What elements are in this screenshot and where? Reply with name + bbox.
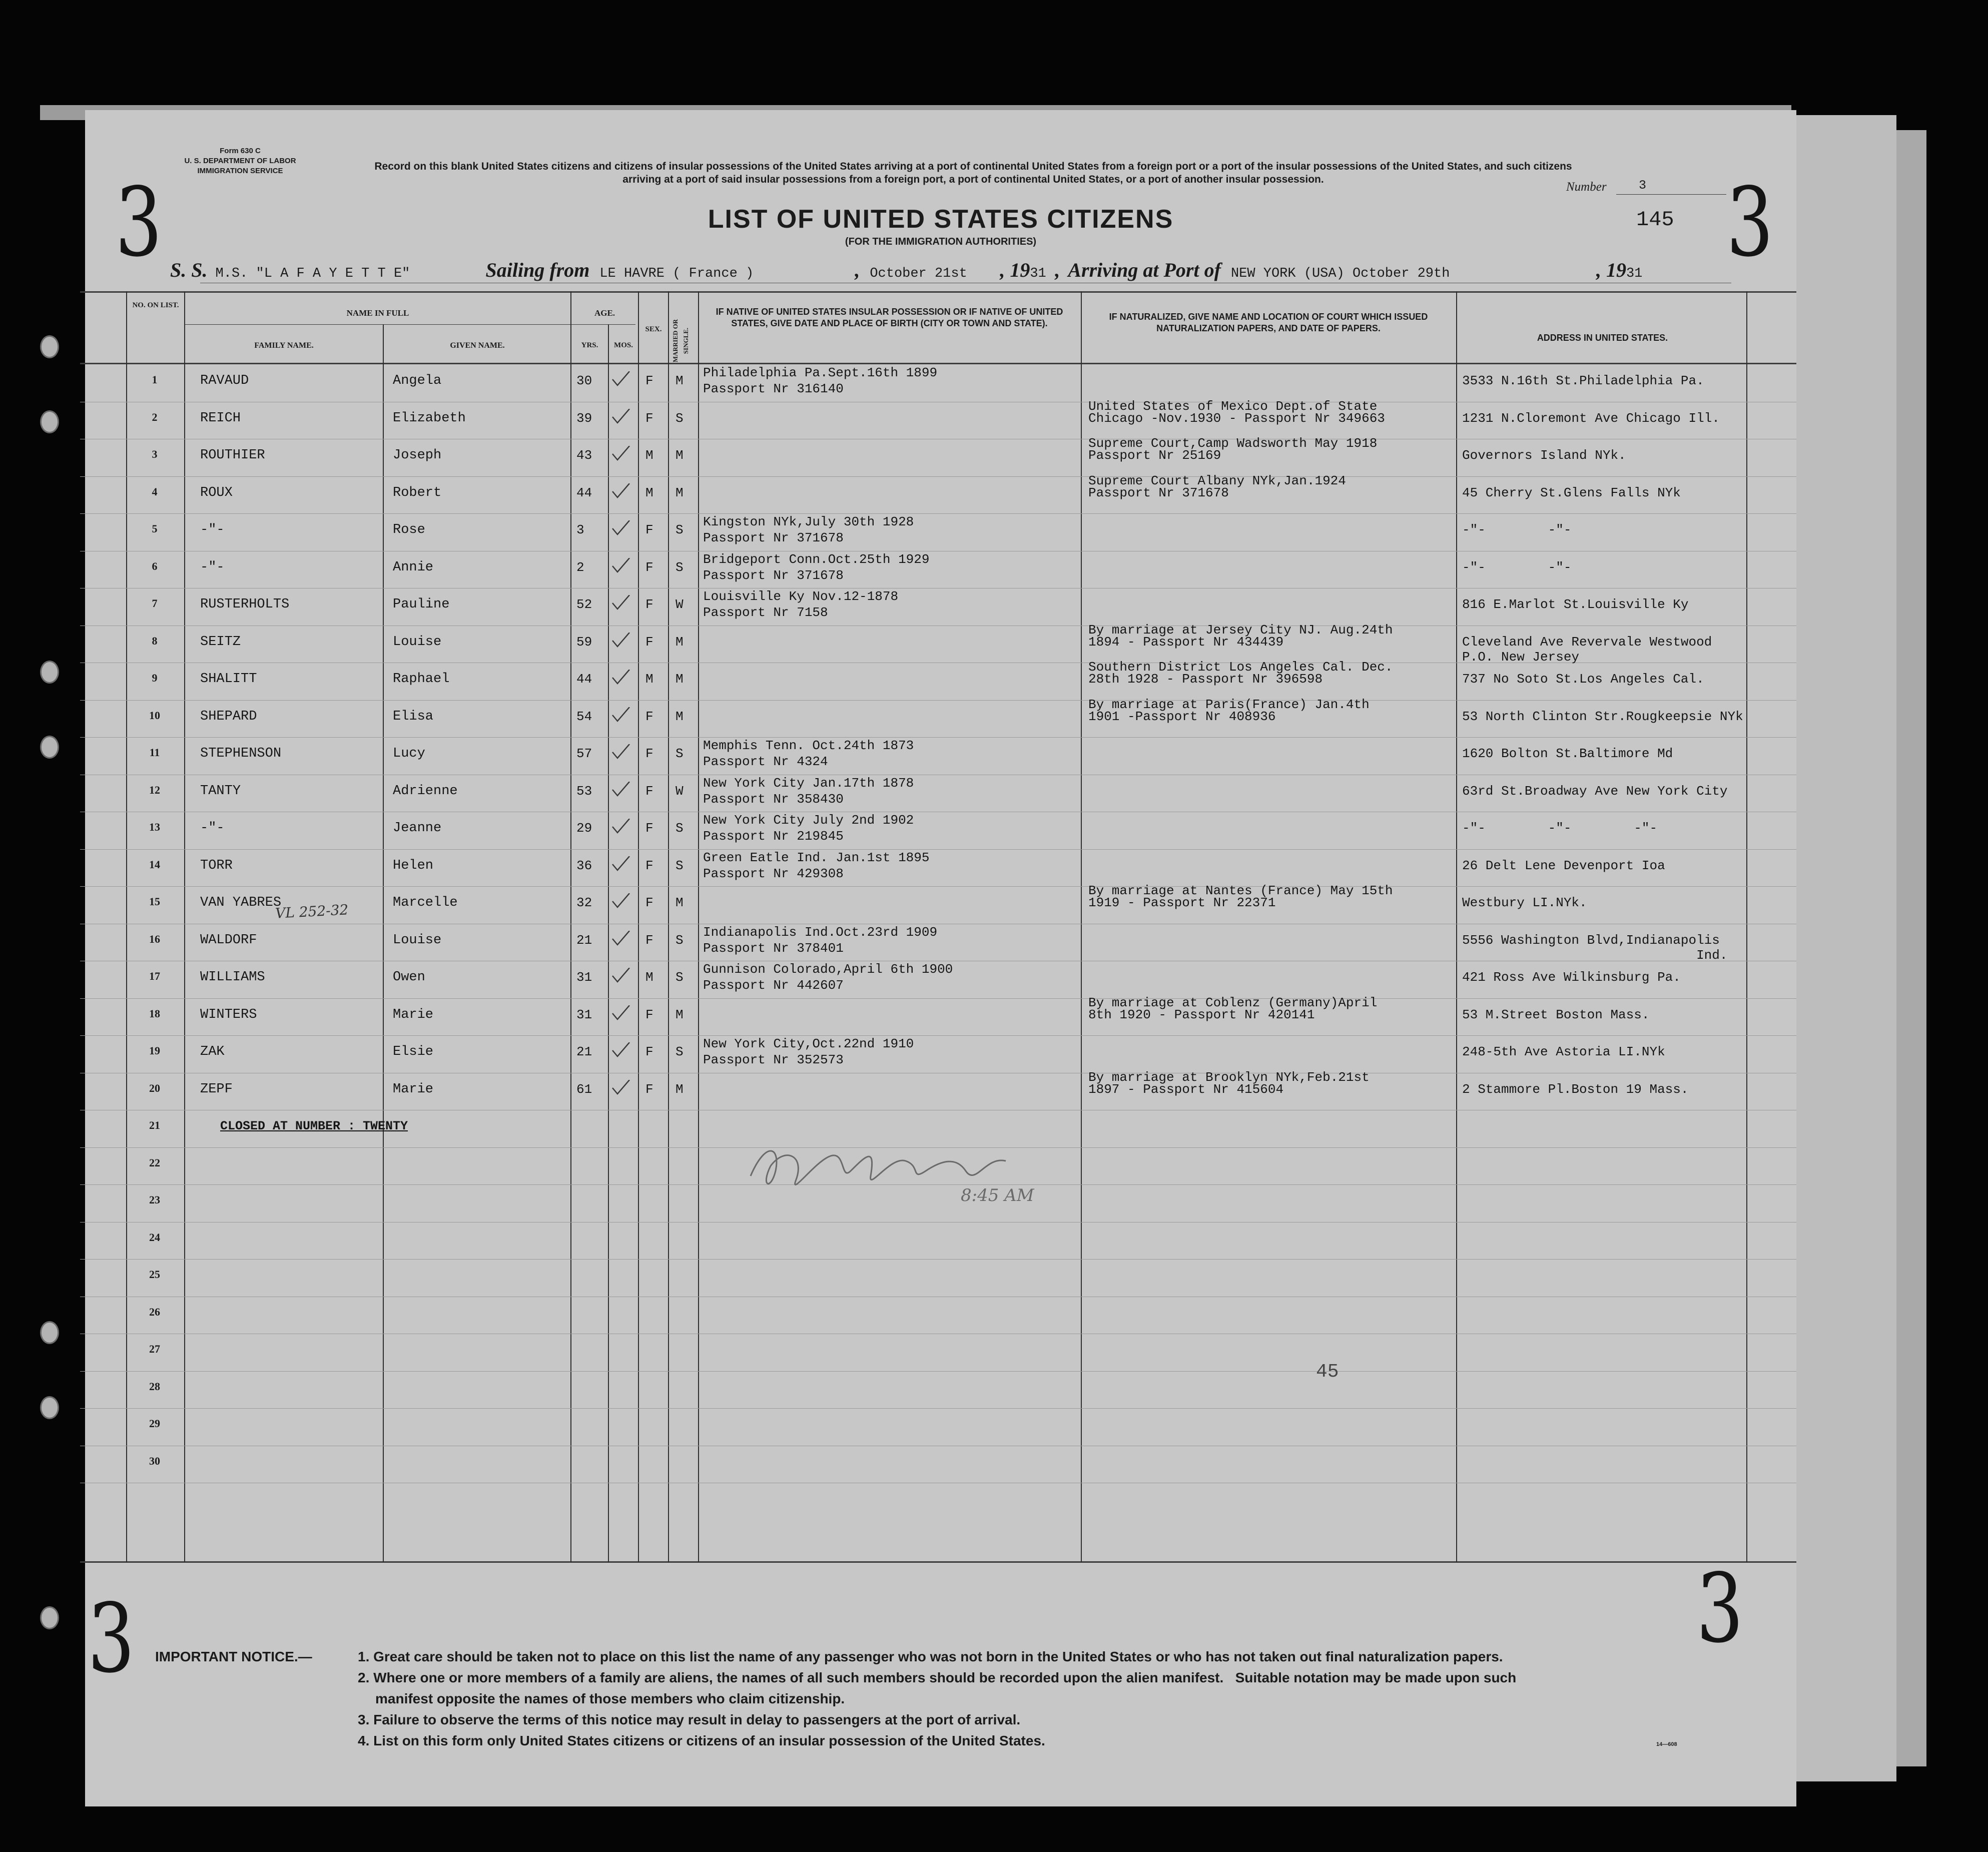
marital-status: M	[676, 373, 684, 388]
sex: F	[645, 709, 653, 724]
header-given-name: GIVEN NAME.	[450, 341, 505, 350]
back-page	[1796, 115, 1896, 1781]
age-years: 44	[576, 485, 592, 500]
sex: F	[645, 522, 653, 537]
notice-item-1: 1. Great care should be taken not to place on this list the name of any passenger who was not born in the United States or who has not taken out final naturalization papers.	[358, 1649, 1503, 1664]
naturalization-date: 1919 - Passport Nr 22371	[1088, 895, 1276, 910]
punch-hole	[40, 1606, 59, 1629]
birth-place: Louisville Ky Nov.12-1878	[703, 589, 899, 604]
family-name: VAN YABRES	[200, 895, 282, 910]
us-address: -"- -"- -"-	[1462, 821, 1658, 836]
ship-name: M.S. "L A F A Y E T T E"	[215, 266, 410, 281]
departure-date: October 21st	[870, 266, 967, 281]
sex: M	[645, 970, 653, 985]
family-name: ROUTHIER	[200, 448, 265, 463]
passport-number: Passport Nr 7158	[703, 605, 828, 620]
stamp-number: 45	[1316, 1361, 1339, 1383]
sex: F	[645, 821, 653, 836]
row-number: 11	[149, 746, 160, 759]
header-married: MARRIED OR SINGLE.	[672, 319, 690, 363]
naturalization-date: Chicago -Nov.1930 - Passport Nr 349663	[1088, 411, 1385, 426]
sex: F	[645, 1044, 653, 1059]
sex: F	[645, 1007, 653, 1022]
number-label: Number	[1566, 180, 1607, 194]
name-header-rule	[185, 324, 635, 325]
age-years: 30	[576, 373, 592, 388]
row-number: 30	[149, 1455, 160, 1467]
col-border	[1081, 291, 1082, 1562]
age-years: 29	[576, 821, 592, 836]
page-title: LIST OF UNITED STATES CITIZENS	[708, 205, 1174, 234]
form-number: Form 630 C	[220, 147, 261, 155]
age-years: 21	[576, 1044, 592, 1059]
given-name: Raphael	[393, 672, 450, 687]
check-mark-icon	[610, 520, 630, 535]
birth-place: Green Eatle Ind. Jan.1st 1895	[703, 850, 930, 865]
given-name: Marie	[393, 1007, 434, 1022]
check-mark-icon	[610, 819, 630, 834]
check-mark-icon	[610, 633, 630, 648]
sex: F	[645, 635, 653, 650]
marital-status: M	[676, 709, 684, 724]
header-mos: MOS.	[614, 341, 633, 349]
number-value: 3	[1639, 178, 1647, 193]
marital-status: S	[676, 970, 684, 985]
header-naturalized: IF NATURALIZED, GIVE NAME AND LOCATION OF COURT WHICH ISSUED NATURALIZATION PAPERS, AND DATE OF PAPERS.	[1109, 312, 1428, 333]
age-years: 3	[576, 522, 584, 537]
row-number: 25	[149, 1268, 160, 1281]
us-address: 5556 Washington Blvd,Indianapolis	[1462, 933, 1720, 948]
family-name: REICH	[200, 411, 241, 426]
sex: F	[645, 1082, 653, 1097]
us-address: 45 Cherry St.Glens Falls NYk	[1462, 485, 1681, 500]
marital-status: M	[676, 635, 684, 650]
list-number-marker: 3	[1726, 167, 1774, 278]
check-mark-icon	[610, 893, 630, 908]
header-birth: IF NATIVE OF UNITED STATES INSULAR POSSESSION OR IF NATIVE OF UNITED STATES, GIVE DATE AND PLACE OF BIRTH (CITY OR TOWN AND STATE).	[716, 307, 1063, 328]
naturalization-date: 8th 1920 - Passport Nr 420141	[1088, 1007, 1315, 1022]
given-name: Joseph	[393, 448, 442, 463]
check-mark-icon	[610, 856, 630, 871]
passport-number: Passport Nr 352573	[703, 1052, 844, 1067]
check-mark-icon	[610, 707, 630, 722]
family-name: -"-	[200, 522, 225, 537]
sex: F	[645, 597, 653, 612]
row-number: 20	[149, 1082, 160, 1094]
header-name-in-full: NAME IN FULL	[346, 308, 409, 318]
naturalization-court: By marriage at Brooklyn NYk,Feb.21st	[1088, 1070, 1370, 1085]
row-rule	[80, 476, 1796, 477]
sex: F	[645, 746, 653, 761]
age-years: 61	[576, 1082, 592, 1097]
header-sex: SEX.	[645, 325, 662, 333]
naturalization-court: By marriage at Paris(France) Jan.4th	[1088, 697, 1370, 712]
us-address: Governors Island NYk.	[1462, 448, 1626, 463]
sex: M	[645, 485, 653, 500]
sex: F	[645, 858, 653, 873]
family-name: ROUX	[200, 485, 233, 500]
department: U. S. DEPARTMENT OF LABOR	[184, 157, 296, 165]
arrival-port: NEW YORK (USA) October 29th	[1230, 266, 1450, 281]
us-address-line2: Ind.	[1462, 948, 1728, 963]
passport-number: Passport Nr 219845	[703, 829, 844, 844]
birth-place: Indianapolis Ind.Oct.23rd 1909	[703, 925, 938, 940]
inspector-signature	[746, 1126, 1056, 1211]
naturalization-court: By marriage at Jersey City NJ. Aug.24th	[1088, 623, 1393, 638]
us-address: 816 E.Marlot St.Louisville Ky	[1462, 597, 1689, 612]
family-name: WALDORF	[200, 933, 257, 948]
naturalization-court: United States of Mexico Dept.of State	[1088, 399, 1378, 414]
marital-status: M	[676, 485, 684, 500]
instructions: Record on this blank United States citizens and citizens of insular possessions of the United States arriving at a port of continental United States from a foreign port or a port of the insular possessions of the United States, and such citizens arriving at a port of said insular possessions from a foreign port, a port of continental United States, or a port of another insular possession.	[374, 161, 1572, 185]
check-mark-icon	[610, 483, 630, 498]
check-mark-icon	[610, 782, 630, 797]
us-address: 421 Ross Ave Wilkinsburg Pa.	[1462, 970, 1681, 985]
col-border	[608, 324, 609, 1562]
col-border	[1456, 291, 1457, 1562]
passport-number: Passport Nr 429308	[703, 866, 844, 881]
table-top-border	[80, 291, 1796, 293]
given-name: Adrienne	[393, 784, 458, 799]
marital-status: S	[676, 933, 684, 948]
col-border	[383, 324, 384, 1562]
row-number: 7	[152, 597, 158, 609]
check-mark-icon	[610, 968, 630, 983]
row-number: 6	[152, 560, 158, 572]
marital-status: S	[676, 1044, 684, 1059]
header-no-on-list: NO. ON LIST.	[132, 301, 179, 309]
header-family-name: FAMILY NAME.	[254, 341, 314, 350]
sex: F	[645, 933, 653, 948]
row-number: 16	[149, 933, 160, 945]
age-years: 39	[576, 411, 592, 426]
age-years: 36	[576, 858, 592, 873]
naturalization-court: By marriage at Coblenz (Germany)April	[1088, 995, 1378, 1010]
row-rule	[80, 700, 1796, 701]
naturalization-date: 1897 - Passport Nr 415604	[1088, 1082, 1284, 1097]
marital-status: W	[676, 784, 684, 799]
row-number: 19	[149, 1044, 160, 1057]
given-name: Angela	[393, 373, 442, 388]
row-number: 1	[152, 373, 158, 386]
passport-number: Passport Nr 316140	[703, 381, 844, 396]
family-name: RUSTERHOLTS	[200, 597, 290, 612]
us-address: -"- -"-	[1462, 560, 1572, 575]
marital-status: M	[676, 1082, 684, 1097]
naturalization-court: Supreme Court Albany NYk,Jan.1924	[1088, 473, 1346, 488]
punch-hole	[40, 335, 59, 358]
voyage-line: S. S. M.S. "L A F A Y E T T E" Sailing from LE HAVRE ( France ) , October 21st , 1931 , Arriving at Port of NEW YORK (USA) October 29th , 1931	[170, 259, 1643, 281]
birth-place: Bridgeport Conn.Oct.25th 1929	[703, 552, 930, 567]
row-rule	[80, 1371, 1796, 1372]
marital-status: S	[676, 411, 684, 426]
family-name: SHEPARD	[200, 709, 257, 724]
header-yrs: YRS.	[581, 341, 598, 349]
punch-hole	[40, 661, 59, 684]
handwritten-note: VL 252-32	[275, 901, 349, 922]
age-years: 54	[576, 709, 592, 724]
family-name: ZEPF	[200, 1082, 233, 1097]
age-years: 31	[576, 1007, 592, 1022]
col-border	[184, 291, 185, 1562]
age-years: 44	[576, 672, 592, 687]
family-name: CLOSED AT NUMBER : TWENTY	[220, 1119, 408, 1133]
check-mark-icon	[610, 1042, 630, 1057]
row-rule	[80, 1035, 1796, 1036]
year-prefix: 19	[1010, 259, 1030, 281]
row-rule	[80, 998, 1796, 999]
row-number: 27	[149, 1343, 160, 1355]
us-address: 3533 N.16th St.Philadelphia Pa.	[1462, 373, 1704, 388]
family-name: STEPHENSON	[200, 746, 282, 761]
row-number: 22	[149, 1156, 160, 1169]
col-border	[1746, 291, 1747, 1562]
check-mark-icon	[610, 931, 630, 946]
given-name: Lucy	[393, 746, 425, 761]
given-name: Marcelle	[393, 895, 458, 910]
row-rule	[80, 1259, 1796, 1260]
given-name: Louise	[393, 635, 442, 650]
list-number-marker-bottom: 3	[1696, 1553, 1744, 1664]
col-border	[126, 291, 127, 1562]
punch-hole	[40, 1321, 59, 1344]
sex: M	[645, 672, 653, 687]
passport-number: Passport Nr 358430	[703, 792, 844, 807]
passport-number: Passport Nr 378401	[703, 941, 844, 956]
birth-place: Kingston NYk,July 30th 1928	[703, 514, 914, 529]
given-name: Rose	[393, 522, 425, 537]
col-border	[638, 291, 639, 1562]
passport-number: Passport Nr 371678	[703, 568, 844, 583]
given-name: Louise	[393, 933, 442, 948]
us-address: 2 Stammore Pl.Boston 19 Mass.	[1462, 1082, 1689, 1097]
notice-item-2-cont: manifest opposite the names of those members who claim citizenship.	[375, 1691, 845, 1706]
check-mark-icon	[610, 558, 630, 573]
marital-status: S	[676, 746, 684, 761]
marital-status: S	[676, 821, 684, 836]
row-number: 3	[152, 448, 158, 460]
punch-hole	[40, 736, 59, 759]
us-address: 63rd St.Broadway Ave New York City	[1462, 784, 1728, 799]
row-number: 26	[149, 1306, 160, 1318]
sex: F	[645, 373, 653, 388]
sex: F	[645, 411, 653, 426]
age-years: 31	[576, 970, 592, 985]
us-address: 53 North Clinton Str.Rougkeepsie NYk	[1462, 709, 1743, 724]
age-years: 57	[576, 746, 592, 761]
us-address: Cleveland Ave Revervale Westwood	[1462, 635, 1712, 650]
row-number: 2	[152, 411, 158, 423]
us-address: 248-5th Ave Astoria LI.NYk	[1462, 1044, 1665, 1059]
notice-item-3: 3. Failure to observe the terms of this notice may result in delay to passengers at the port of arrival.	[358, 1712, 1021, 1727]
birth-place: New York City July 2nd 1902	[703, 813, 914, 828]
given-name: Robert	[393, 485, 442, 500]
naturalization-court: By marriage at Nantes (France) May 15th	[1088, 883, 1393, 898]
row-number: 4	[152, 485, 158, 498]
col-border	[668, 291, 669, 1562]
arriving-label: Arriving at Port of	[1068, 259, 1221, 281]
departure-port: LE HAVRE ( France )	[599, 266, 754, 281]
row-number: 14	[149, 858, 160, 871]
passport-number: Passport Nr 371678	[703, 530, 844, 545]
sailing-label: Sailing from	[485, 259, 590, 281]
row-number: 5	[152, 522, 158, 535]
row-rule	[80, 886, 1796, 887]
naturalization-date: Passport Nr 25169	[1088, 448, 1221, 463]
sex: F	[645, 895, 653, 910]
form-code: 14—608	[1656, 1741, 1677, 1747]
row-number: 17	[149, 970, 160, 982]
us-address: 53 M.Street Boston Mass.	[1462, 1007, 1650, 1022]
page-subtitle: (FOR THE IMMIGRATION AUTHORITIES)	[845, 236, 1037, 247]
naturalization-date: 1894 - Passport Nr 434439	[1088, 635, 1284, 650]
row-rule	[80, 737, 1796, 738]
ss-label: S. S.	[170, 259, 208, 281]
year-prefix: 19	[1606, 259, 1626, 281]
family-name: ZAK	[200, 1044, 225, 1059]
service: IMMIGRATION SERVICE	[197, 167, 283, 175]
marital-status: M	[676, 895, 684, 910]
check-mark-icon	[610, 371, 630, 386]
marital-status: S	[676, 858, 684, 873]
marital-status: M	[676, 448, 684, 463]
marital-status: S	[676, 522, 684, 537]
row-number: 13	[149, 821, 160, 833]
given-name: Elsie	[393, 1044, 434, 1059]
back-page-edge	[1896, 130, 1926, 1766]
row-rule	[80, 1408, 1796, 1409]
row-number: 24	[149, 1231, 160, 1244]
notice-item-4: 4. List on this form only United States citizens or citizens of an insular possession of the United States.	[358, 1733, 1045, 1748]
check-mark-icon	[610, 1005, 630, 1020]
marital-status: M	[676, 1007, 684, 1022]
table-bottom-border	[80, 1561, 1796, 1563]
birth-place: Memphis Tenn. Oct.24th 1873	[703, 738, 914, 753]
given-name: Owen	[393, 970, 425, 985]
family-name: RAVAUD	[200, 373, 249, 388]
row-rule	[80, 513, 1796, 514]
naturalization-date: 1901 -Passport Nr 408936	[1088, 709, 1276, 724]
marital-status: M	[676, 672, 684, 687]
header-address: ADDRESS IN UNITED STATES.	[1537, 333, 1668, 343]
birth-place: New York City,Oct.22nd 1910	[703, 1036, 914, 1051]
given-name: Helen	[393, 858, 434, 873]
row-number: 9	[152, 672, 158, 684]
notice-item-2: 2. Where one or more members of a family are aliens, the names of all such members should be recorded upon the alien manifest. Suitable notation may be made upon such	[358, 1670, 1517, 1685]
departure-year: 31	[1030, 266, 1046, 281]
row-rule	[80, 849, 1796, 850]
row-number: 12	[149, 784, 160, 796]
family-name: -"-	[200, 821, 225, 836]
check-mark-icon	[610, 744, 630, 759]
row-number: 18	[149, 1007, 160, 1020]
naturalization-court: Southern District Los Angeles Cal. Dec.	[1088, 660, 1393, 675]
naturalization-court: Supreme Court,Camp Wadsworth May 1918	[1088, 436, 1378, 451]
birth-place: New York City Jan.17th 1878	[703, 776, 914, 791]
punch-hole	[40, 410, 59, 433]
age-years: 59	[576, 635, 592, 650]
page-number: 145	[1636, 208, 1674, 232]
us-address: 26 Delt Lene Devenport Ioa	[1462, 858, 1665, 873]
marital-status: S	[676, 560, 684, 575]
family-name: WILLIAMS	[200, 970, 265, 985]
birth-place: Gunnison Colorado,April 6th 1900	[703, 962, 953, 977]
age-years: 43	[576, 448, 592, 463]
family-name: SHALITT	[200, 672, 257, 687]
form-id-block	[135, 146, 345, 176]
row-number: 21	[149, 1119, 160, 1131]
list-number-marker: 3	[115, 167, 163, 278]
us-address: -"- -"-	[1462, 522, 1572, 537]
manifest-sheet	[85, 110, 1796, 1806]
number-underline	[1616, 194, 1726, 195]
given-name: Jeanne	[393, 821, 442, 836]
naturalization-date: 28th 1928 - Passport Nr 396598	[1088, 672, 1323, 687]
given-name: Annie	[393, 560, 434, 575]
check-mark-icon	[610, 1080, 630, 1095]
birth-place: Philadelphia Pa.Sept.16th 1899	[703, 365, 938, 380]
passport-number: Passport Nr 442607	[703, 978, 844, 993]
check-mark-icon	[610, 595, 630, 610]
check-mark-icon	[610, 446, 630, 461]
row-number: 8	[152, 635, 158, 647]
col-border	[570, 291, 571, 1562]
list-number-marker-bottom: 3	[88, 1583, 135, 1694]
age-years: 21	[576, 933, 592, 948]
notice-heading: IMPORTANT NOTICE.—	[155, 1649, 312, 1664]
given-name: Elisa	[393, 709, 434, 724]
row-number: 28	[149, 1380, 160, 1393]
family-name: TORR	[200, 858, 233, 873]
us-address: 1231 N.Cloremont Ave Chicago Ill.	[1462, 411, 1720, 426]
us-address-line2: P.O. New Jersey	[1462, 650, 1580, 665]
age-years: 53	[576, 784, 592, 799]
family-name: WINTERS	[200, 1007, 257, 1022]
header-divider	[80, 363, 1796, 364]
sex: F	[645, 784, 653, 799]
age-years: 52	[576, 597, 592, 612]
check-mark-icon	[610, 670, 630, 685]
arrival-year: 31	[1626, 266, 1643, 281]
naturalization-date: Passport Nr 371678	[1088, 485, 1229, 500]
row-number: 10	[149, 709, 160, 722]
passport-number: Passport Nr 4324	[703, 754, 828, 769]
given-name: Elizabeth	[393, 411, 466, 426]
family-name: -"-	[200, 560, 225, 575]
age-years: 2	[576, 560, 584, 575]
row-number: 15	[149, 895, 160, 908]
given-name: Pauline	[393, 597, 450, 612]
us-address: 1620 Bolton St.Baltimore Md	[1462, 746, 1673, 761]
col-border	[698, 291, 699, 1562]
header-age: AGE.	[594, 308, 615, 318]
us-address: 737 No Soto St.Los Angeles Cal.	[1462, 672, 1704, 687]
punch-hole	[40, 1396, 59, 1419]
row-number: 23	[149, 1193, 160, 1206]
us-address: Westbury LI.NYk.	[1462, 895, 1587, 910]
age-years: 32	[576, 895, 592, 910]
marital-status: W	[676, 597, 684, 612]
given-name: Marie	[393, 1082, 434, 1097]
row-number: 29	[149, 1417, 160, 1430]
sex: F	[645, 560, 653, 575]
sex: M	[645, 448, 653, 463]
signature-time: 8:45 AM	[961, 1185, 1034, 1205]
family-name: TANTY	[200, 784, 241, 799]
check-mark-icon	[610, 409, 630, 424]
family-name: SEITZ	[200, 635, 241, 650]
